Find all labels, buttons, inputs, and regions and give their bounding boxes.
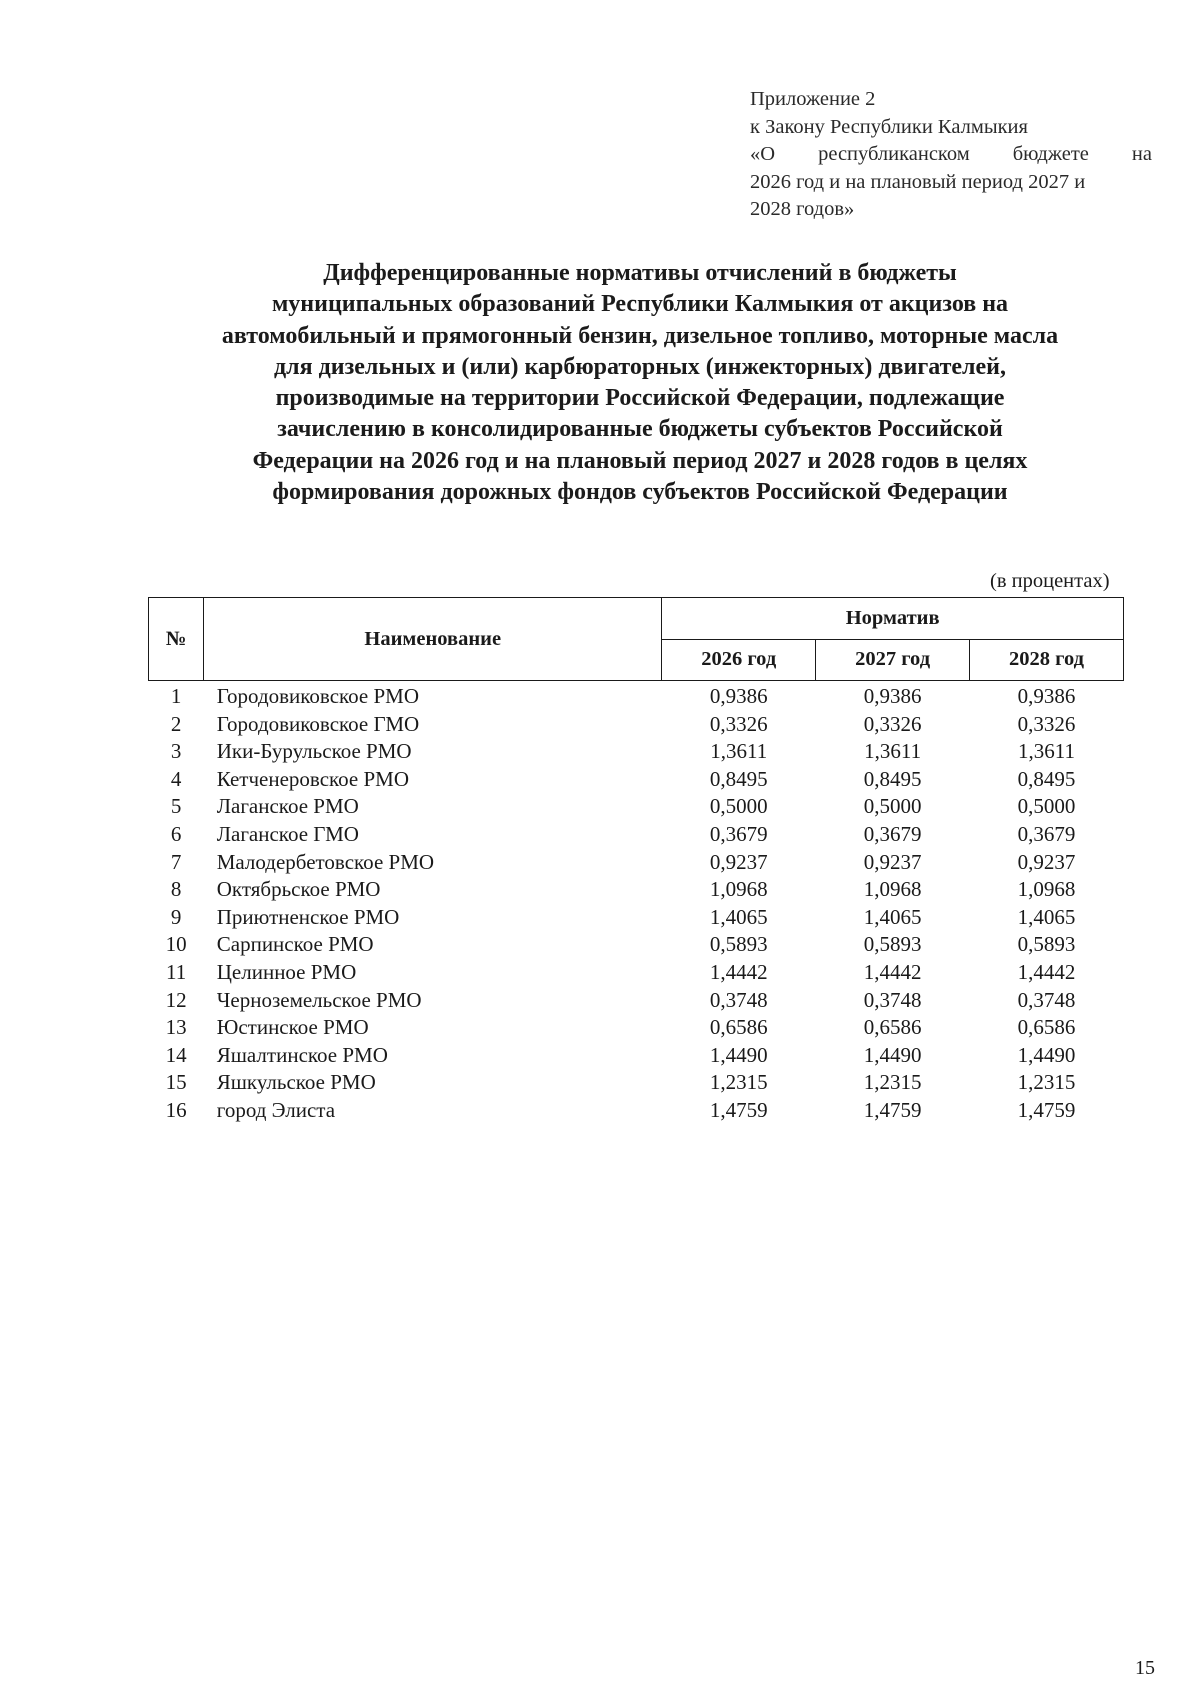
row-value-2026: 0,5893 [709,932,768,957]
row-value-2028: 1,4065 [1017,904,1076,929]
table-row [149,793,1124,821]
row-number: 15 [165,1070,187,1095]
appendix-line-5: 2028 годов» [750,198,855,220]
row-value-2028: 0,8495 [1017,766,1076,791]
row-value-2027: 0,3748 [863,987,922,1012]
row-number: 11 [166,959,187,984]
row-value-2028: 0,3679 [1017,821,1076,846]
row-value-2027: 0,3679 [863,821,922,846]
row-number: 13 [165,1015,187,1040]
row-value-2027: 1,4490 [863,1042,922,1067]
header-number: № [149,598,204,681]
table-row [149,1014,1124,1042]
table-row [149,1042,1124,1070]
row-value-2028: 1,4490 [1017,1042,1076,1067]
row-name: Городовиковское РМО [216,684,420,708]
table-row [149,711,1124,739]
row-value-2026: 1,2315 [709,1070,768,1095]
row-number: 1 [170,684,182,708]
row-name: Лаганское ГМО [216,821,359,846]
row-value-2028: 1,2315 [1017,1070,1076,1095]
row-number: 3 [170,739,182,764]
row-value-2026: 0,3326 [709,711,768,736]
title-line: муниципальных образований Республики Калмыкия от акцизов на [271,291,1009,318]
header-norm: Норматив [662,598,1124,640]
table-row [149,849,1124,877]
title-line: формирования дорожных фондов субъектов Российской Федерации [272,479,1008,506]
title-line: для дизельных и (или) карбюраторных (инжекторных) двигателей, [274,353,1006,380]
table-row [149,681,1124,711]
row-name: Малодербетовское РМО [216,849,435,874]
table-row [149,931,1124,959]
row-value-2027: 0,5893 [863,932,922,957]
row-number: 12 [165,987,187,1012]
appendix-header [750,86,1152,224]
row-name: Юстинское РМО [216,1015,369,1040]
row-value-2028: 0,5000 [1017,794,1076,819]
row-value-2026: 1,3611 [710,739,768,764]
row-value-2026: 0,8495 [709,766,768,791]
table-body [149,681,1124,1125]
row-name: Ики-Бурульское РМО [216,739,412,764]
row-value-2027: 1,0968 [863,877,922,902]
row-name: Лаганское РМО [216,794,359,819]
row-name: Черноземельское РМО [216,987,422,1012]
units-note: (в процентах) [990,570,1110,592]
row-number: 6 [170,821,182,846]
row-number: 4 [170,766,182,791]
table-row [149,1069,1124,1097]
row-name: Кетченеровское РМО [216,766,409,791]
table-row [149,766,1124,794]
row-name: Городовиковское ГМО [216,711,420,736]
title-line: Дифференцированные нормативы отчислений в бюджеты [323,260,957,286]
row-value-2027: 0,8495 [863,766,922,791]
appendix-line-4: 2026 год и на плановый период 2027 и [750,170,1086,193]
header-year-2027: 2027 год [816,639,970,681]
row-value-2028: 0,3748 [1017,987,1076,1012]
row-name: Октябрьское РМО [216,877,381,902]
row-value-2027: 1,3611 [864,739,922,764]
row-value-2028: 0,5893 [1017,932,1076,957]
row-value-2027: 0,9237 [863,849,922,874]
table-row [149,1097,1124,1125]
row-value-2027: 0,5000 [863,794,922,819]
row-name: Целинное РМО [216,959,357,984]
row-value-2027: 0,9386 [863,684,922,708]
row-name: Приютненское РМО [216,904,400,929]
row-name: Сарпинское РМО [216,932,374,957]
row-value-2027: 1,4442 [863,959,922,984]
row-value-2026: 1,4759 [709,1097,768,1122]
row-value-2026: 1,4442 [709,959,768,984]
row-number: 7 [170,849,182,874]
appendix-line-3: «О республиканском бюджете на [750,143,1152,165]
header-name: Наименование [204,598,662,681]
title-line: Федерации на 2026 год и на плановый период 2027 и 2028 годов в целях [252,447,1028,474]
row-name: Яшкульское РМО [216,1070,376,1095]
row-value-2026: 1,4490 [709,1042,768,1067]
table-row [149,821,1124,849]
row-number: 8 [170,877,182,902]
row-value-2028: 0,6586 [1017,1015,1076,1040]
row-name: Яшалтинское РМО [216,1042,388,1067]
page-number: 15 [1135,1657,1155,1679]
row-value-2028: 1,4442 [1017,959,1076,984]
table-header [149,598,1124,681]
row-value-2026: 1,4065 [709,904,768,929]
norms-table [148,597,1124,1125]
table-row [149,904,1124,932]
row-value-2027: 1,4065 [863,904,922,929]
row-number: 10 [165,932,187,957]
row-value-2027: 1,4759 [863,1097,922,1122]
row-value-2026: 0,3679 [709,821,768,846]
appendix-line-1: Приложение 2 [750,88,876,110]
row-name: город Элиста [216,1097,336,1122]
header-year-2026: 2026 год [662,639,816,681]
row-value-2026: 0,5000 [709,794,768,819]
row-number: 5 [170,794,182,819]
row-value-2028: 1,0968 [1017,877,1076,902]
row-value-2026: 1,0968 [709,877,768,902]
row-value-2026: 0,9386 [709,684,768,708]
table-row [149,876,1124,904]
table-row [149,738,1124,766]
row-value-2028: 1,4759 [1017,1097,1076,1122]
row-value-2028: 1,3611 [1018,739,1076,764]
table-row [149,959,1124,987]
row-number: 14 [165,1042,187,1067]
appendix-line-2: к Закону Республики Калмыкия [750,115,1028,138]
row-number: 16 [165,1097,187,1122]
row-value-2027: 0,6586 [863,1015,922,1040]
document-title [140,258,1140,508]
row-value-2027: 0,3326 [863,711,922,736]
row-value-2028: 0,9237 [1017,849,1076,874]
row-value-2026: 0,9237 [709,849,768,874]
title-line: зачислению в консолидированные бюджеты субъектов Российской [277,416,1003,443]
row-number: 2 [170,711,182,736]
row-value-2028: 0,9386 [1017,684,1076,708]
row-number: 9 [170,904,182,929]
header-year-2028: 2028 год [970,639,1124,681]
table-row [149,987,1124,1015]
row-value-2028: 0,3326 [1017,711,1076,736]
row-value-2027: 1,2315 [863,1070,922,1095]
title-line: производимые на территории Российской Федерации, подлежащие [275,385,1005,412]
row-value-2026: 0,6586 [709,1015,768,1040]
row-value-2026: 0,3748 [709,987,768,1012]
title-line: автомобильный и прямогонный бензин, дизельное топливо, моторные масла [221,322,1059,349]
